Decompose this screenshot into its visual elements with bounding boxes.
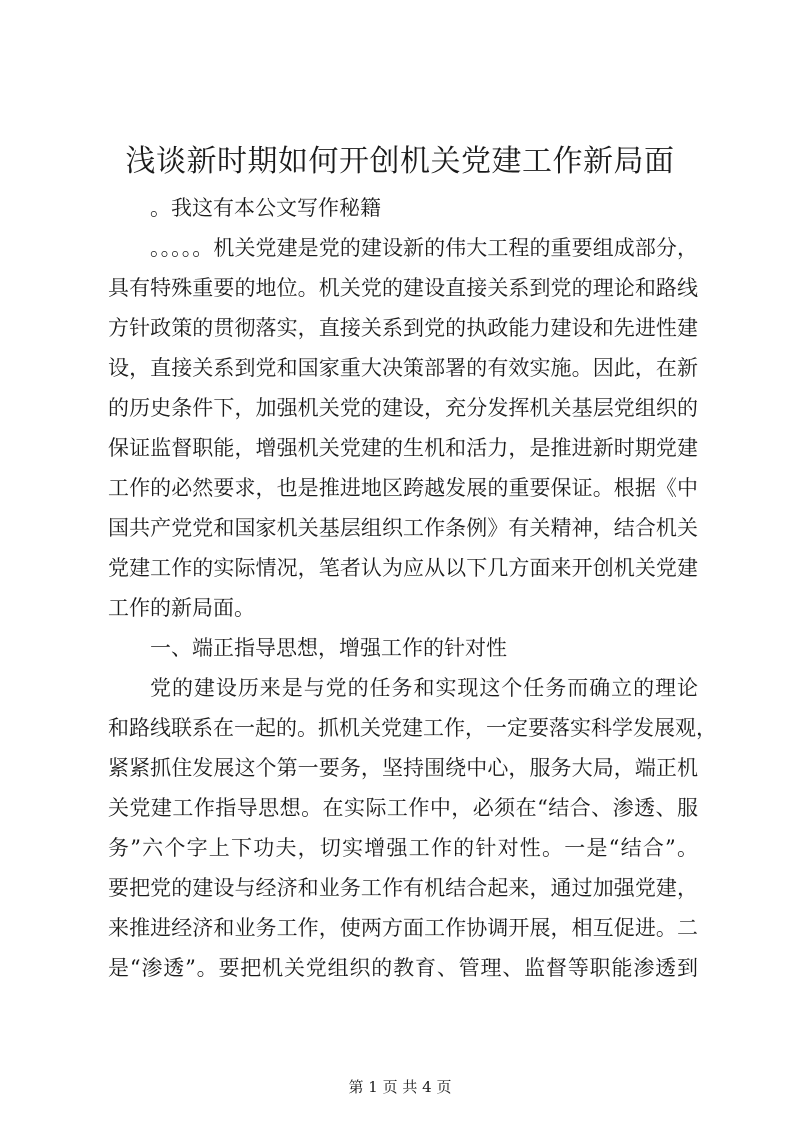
body-line: 。我这有本公文写作秘籍 (150, 196, 381, 220)
body-line: 设，直接关系到党和国家重大决策部署的有效实施。因此，在新 (108, 356, 698, 380)
body-line: 关党建工作指导思想。在实际工作中，必须在“结合、渗透、服 (108, 796, 698, 820)
body-line: 工作的新局面。 (108, 596, 255, 620)
body-line: 党的建设历来是与党的任务和实现这个任务而确立的理论 (150, 676, 698, 700)
body-line: 党建工作的实际情况，笔者认为应从以下几方面来开创机关党建 (108, 556, 698, 580)
body-line: 的历史条件下，加强机关党的建设，充分发挥机关基层党组织的 (108, 396, 698, 420)
body-line: 务”六个字上下功夫，切实增强工作的针对性。一是“结合”。 (108, 836, 698, 860)
body-line: 工作的必然要求，也是推进地区跨越发展的重要保证。根据《中 (108, 476, 698, 500)
section-heading: 一、端正指导思想，增强工作的针对性 (150, 636, 507, 660)
body-line: 方针政策的贯彻落实，直接关系到党的执政能力建设和先进性建 (108, 316, 698, 340)
body-line: 紧紧抓住发展这个第一要务，坚持围绕中心，服务大局，端正机 (108, 756, 698, 780)
body-line: 来推进经济和业务工作，使两方面工作协调开展，相互促进。二 (108, 916, 698, 940)
body-line: 和路线联系在一起的。抓机关党建工作，一定要落实科学发展观， (108, 716, 717, 740)
body-line: 要把党的建设与经济和业务工作有机结合起来，通过加强党建， (108, 876, 698, 900)
page-number: 第 1 页 共 4 页 (348, 1078, 452, 1096)
body-line: 国共产党党和国家机关基层组织工作条例》有关精神，结合机关 (108, 516, 698, 540)
body-line: 。。。。。机关党建是党的建设新的伟大工程的重要组成部分， (150, 236, 698, 260)
body-line: 是“渗透”。要把机关党组织的教育、管理、监督等职能渗透到 (108, 956, 698, 980)
body-line: 保证监督职能，增强机关党建的生机和活力，是推进新时期党建 (108, 436, 698, 460)
document-title: 浅谈新时期如何开创机关党建工作新局面 (125, 144, 675, 179)
body-line: 具有特殊重要的地位。机关党的建设直接关系到党的理论和路线 (108, 276, 698, 300)
document-body (108, 188, 717, 988)
